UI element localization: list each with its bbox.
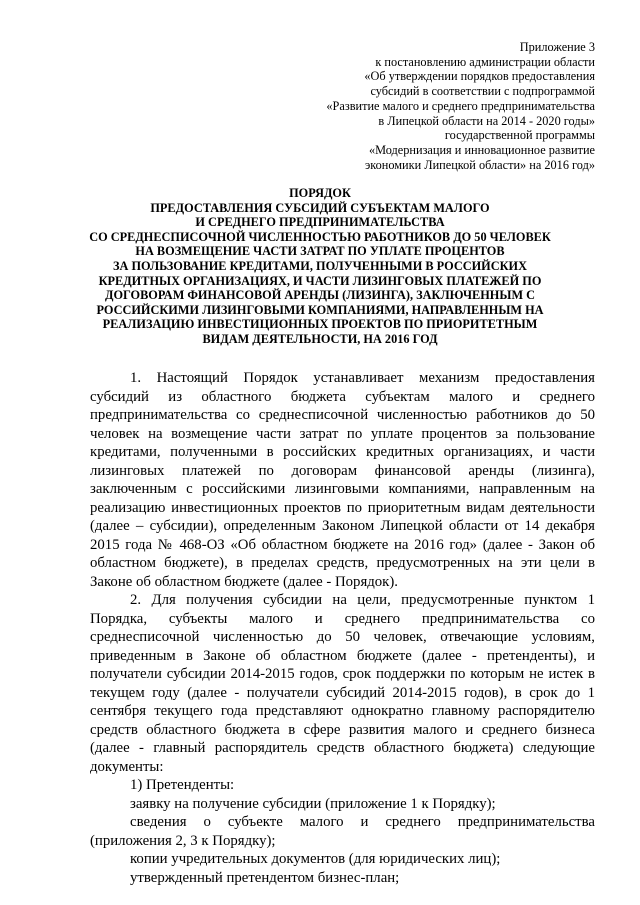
list-item: сведения о субъекте малого и среднего предпринимательства (приложения 2, 3 к Порядку);	[90, 814, 595, 849]
list-item: заявку на получение субсидии (приложение 1 к Порядку);	[130, 795, 496, 812]
document-body	[90, 369, 595, 887]
header-line: «Об утверждении порядков предоставления	[364, 69, 595, 84]
header-line: субсидий в соответствии с подпрограммой	[370, 84, 595, 99]
header-line: «Модернизация и инновационное развитие	[368, 142, 595, 157]
list-heading-applicants: 1) Претенденты:	[130, 777, 235, 793]
title-line: ПРЕДОСТАВЛЕНИЯ СУБСИДИЙ СУБЪЕКТАМ МАЛОГО	[150, 200, 490, 215]
title-line: ПОРЯДОК	[289, 186, 351, 200]
header-line: к постановлению администрации области	[375, 54, 595, 69]
list-item: утвержденный претендентом бизнес-план;	[130, 869, 400, 886]
title-line: КРЕДИТНЫХ ОРГАНИЗАЦИЯХ, И ЧАСТИ ЛИЗИНГОВЫХ ПЛАТЕЖЕЙ ПО	[98, 273, 542, 288]
appendix-header	[255, 40, 595, 172]
title-line: И СРЕДНЕГО ПРЕДПРИНИМАТЕЛЬСТВА	[195, 215, 445, 230]
title-line: ВИДАМ ДЕЯТЕЛЬНОСТИ, НА 2016 ГОД	[202, 331, 438, 346]
paragraph-2: 2. Для получения субсидии на цели, предусмотренные пунктом 1 Порядка, субъекты малого и среднего предпринимательства со среднесписочной численностью до 50 человек, отвечающие условиям, приведенным в Законе об областном бюджете (далее - претенденты), и получатели субсидии 2014-2015 годов, срок поддержки по которым не истек в текущем году (далее - получатели субсидий 2014-2015 годов), в срок до 1 сентября текущего года представляют однократно главному распорядителю средств областного бюджета в сфере развития малого и среднего бизнеса (далее - главный распорядитель средств областного бюджета) следующие документы:	[90, 592, 595, 775]
document-title	[80, 186, 560, 347]
title-line: НА ВОЗМЕЩЕНИЕ ЧАСТИ ЗАТРАТ ПО УПЛАТЕ ПРОЦЕНТОВ	[135, 244, 505, 259]
header-line: в Липецкой области на 2014 - 2020 годы»	[378, 113, 595, 128]
title-line: СО СРЕДНЕСПИСОЧНОЙ ЧИСЛЕННОСТЬЮ РАБОТНИКОВ ДО 50 ЧЕЛОВЕК	[89, 229, 551, 244]
title-line: РЕАЛИЗАЦИЮ ИНВЕСТИЦИОННЫХ ПРОЕКТОВ ПО ПРИОРИТЕТНЫМ	[102, 317, 538, 332]
header-line: государственной программы	[444, 128, 595, 143]
list-item: копии учредительных документов (для юридических лиц);	[130, 851, 501, 867]
title-line: ЗА ПОЛЬЗОВАНИЕ КРЕДИТАМИ, ПОЛУЧЕННЫМИ В РОССИЙСКИХ	[113, 258, 527, 273]
header-line: «Развитие малого и среднего предпринимательства	[326, 98, 595, 113]
paragraph-1: 1. Настоящий Порядок устанавливает механизм предоставления субсидий из областного бюджета субъектам малого и среднего предпринимательства со среднесписочной численностью работников до 50 человек на возмещение части затрат по уплате процентов за пользование кредитами, полученными в российских кредитных организациях, и части лизинговых платежей по договорам финансовой аренды (лизинга), заключенным с российскими лизинговыми компаниями, направленным на реализацию инвестиционных проектов по приоритетным видам деятельности (далее – субсидии), определенным Законом Липецкой области от 14 декабря 2015 года № 468-ОЗ «Об областном бюджете на 2016 год» (далее - Закон об областном бюджете), в пределах средств, предусмотренных на эти цели в Законе об областном бюджете (далее - Порядок).	[90, 370, 595, 590]
header-line: Приложение 3	[519, 40, 595, 54]
title-line: РОССИЙСКИМИ ЛИЗИНГОВЫМИ КОМПАНИЯМИ, НАПРАВЛЕННЫМ НА	[96, 302, 544, 317]
title-line: ДОГОВОРАМ ФИНАНСОВОЙ АРЕНДЫ (ЛИЗИНГА), ЗАКЛЮЧЕННЫМ С	[105, 288, 535, 303]
header-line: экономики Липецкой области» на 2016 год»	[364, 157, 595, 172]
